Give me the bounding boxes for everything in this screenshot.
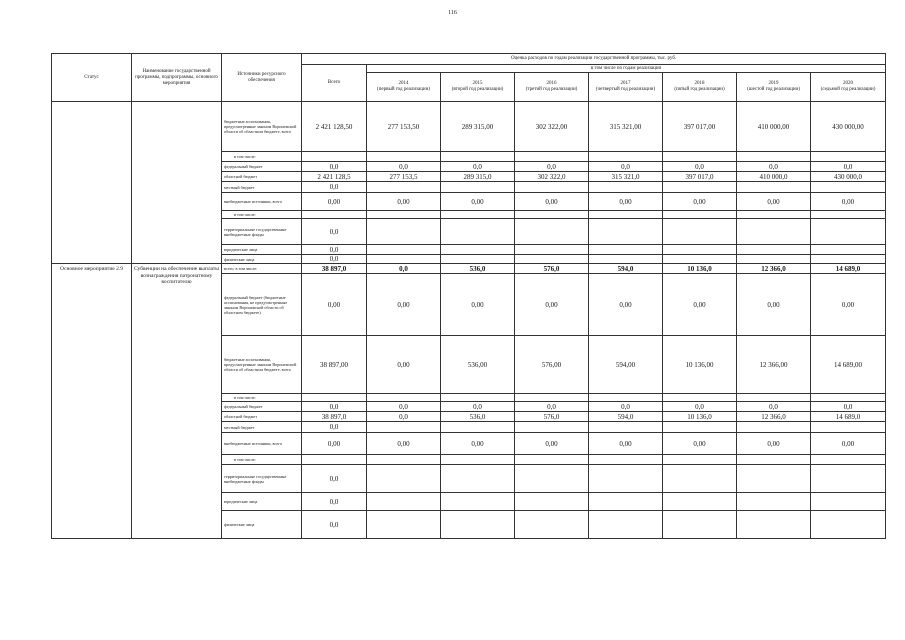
total-cell: 0,00 xyxy=(302,433,367,455)
year-value-cell: 410 000,00 xyxy=(737,102,811,152)
total-cell: 0,0 xyxy=(302,219,367,245)
year-value-cell xyxy=(737,152,811,162)
total-cell: 2 421 128,5 xyxy=(302,172,367,182)
year-value-cell xyxy=(367,211,441,219)
source-cell: федеральный бюджет xyxy=(222,162,302,172)
year-value-cell xyxy=(663,152,737,162)
table-row xyxy=(52,264,886,274)
year-value-cell: 0,0 xyxy=(367,412,441,422)
year-value-cell: 302 322,00 xyxy=(515,102,589,152)
year-value-cell xyxy=(515,455,589,465)
year-value-cell xyxy=(515,493,589,511)
year-value-cell xyxy=(367,219,441,245)
year-value-cell: 0,00 xyxy=(367,336,441,394)
year-value-cell xyxy=(737,493,811,511)
year-value-cell xyxy=(589,211,663,219)
year-value-cell xyxy=(811,182,886,193)
source-cell: физические лица xyxy=(222,255,302,264)
year-value-cell xyxy=(515,245,589,255)
year-value-cell: 277 153,5 xyxy=(367,172,441,182)
year-value-cell: 289 315,00 xyxy=(441,102,515,152)
source-cell: местный бюджет xyxy=(222,182,302,193)
header-year-label: (четвертый год реализации) xyxy=(595,87,656,92)
year-value-cell xyxy=(811,511,886,539)
header-name: Наименование государственной программы, подпрограммы, основного мероприятия xyxy=(132,54,222,102)
year-value-cell xyxy=(515,211,589,219)
year-value-cell: 0,0 xyxy=(515,402,589,412)
header-year-label: (пятый год реализации) xyxy=(674,87,725,92)
source-cell: федеральный бюджет (бюджетные ассигнования, не предусмотренные законом Воронежской области об областном бюджете) xyxy=(222,274,302,336)
year-value-cell: 0,0 xyxy=(737,402,811,412)
header-year xyxy=(811,73,886,102)
year-value-cell: 0,00 xyxy=(441,433,515,455)
header-year-number: 2017 xyxy=(620,81,631,86)
year-value-cell: 0,00 xyxy=(737,193,811,211)
total-cell: 0,0 xyxy=(302,255,367,264)
total-cell: 0,0 xyxy=(302,493,367,511)
year-value-cell xyxy=(737,245,811,255)
year-value-cell xyxy=(367,455,441,465)
year-value-cell xyxy=(367,182,441,193)
program-name-cell xyxy=(132,102,222,264)
year-value-cell xyxy=(737,455,811,465)
year-value-cell: 289 315,0 xyxy=(441,172,515,182)
header-year-number: 2016 xyxy=(546,81,557,86)
year-value-cell xyxy=(515,465,589,493)
year-value-cell: 10 136,0 xyxy=(663,264,737,274)
total-cell: 0,00 xyxy=(302,274,367,336)
year-value-cell: 0,00 xyxy=(589,193,663,211)
year-value-cell xyxy=(589,493,663,511)
year-value-cell xyxy=(589,182,663,193)
source-cell: в том числе: xyxy=(222,152,302,162)
year-value-cell: 0,0 xyxy=(515,162,589,172)
year-value-cell xyxy=(515,219,589,245)
page-number: 116 xyxy=(448,10,457,16)
year-value-cell xyxy=(441,245,515,255)
year-value-cell: 0,00 xyxy=(441,274,515,336)
year-value-cell xyxy=(737,394,811,402)
year-value-cell: 0,0 xyxy=(811,402,886,412)
year-value-cell xyxy=(367,152,441,162)
year-value-cell: 0,0 xyxy=(589,402,663,412)
header-year-number: 2018 xyxy=(694,81,705,86)
year-value-cell xyxy=(663,255,737,264)
header-year-number: 2014 xyxy=(398,81,409,86)
year-value-cell xyxy=(589,511,663,539)
year-value-cell xyxy=(367,511,441,539)
year-value-cell: 536,0 xyxy=(441,264,515,274)
year-value-cell: 277 153,50 xyxy=(367,102,441,152)
year-value-cell: 0,00 xyxy=(811,193,886,211)
source-cell: бюджетные ассигнования, предусмотренные законом Воронежской области об областном бюджете, всего xyxy=(222,336,302,394)
year-value-cell xyxy=(441,211,515,219)
year-value-cell xyxy=(441,511,515,539)
year-value-cell: 576,0 xyxy=(515,412,589,422)
header-year xyxy=(515,73,589,102)
year-value-cell: 594,00 xyxy=(589,336,663,394)
year-value-cell: 536,00 xyxy=(441,336,515,394)
total-cell: 0,00 xyxy=(302,193,367,211)
year-value-cell xyxy=(663,394,737,402)
year-value-cell: 430 000,00 xyxy=(811,102,886,152)
total-cell: 38 897,0 xyxy=(302,412,367,422)
year-value-cell: 0,0 xyxy=(737,162,811,172)
year-value-cell xyxy=(737,511,811,539)
year-value-cell: 410 000,0 xyxy=(737,172,811,182)
year-value-cell xyxy=(811,455,886,465)
year-value-cell xyxy=(663,211,737,219)
table-row xyxy=(52,102,886,152)
year-value-cell: 0,0 xyxy=(367,162,441,172)
year-value-cell xyxy=(589,422,663,433)
year-value-cell xyxy=(663,422,737,433)
total-cell: 2 421 128,50 xyxy=(302,102,367,152)
year-value-cell xyxy=(589,394,663,402)
year-value-cell: 594,0 xyxy=(589,412,663,422)
source-cell: местный бюджет xyxy=(222,422,302,433)
year-value-cell: 0,00 xyxy=(367,433,441,455)
header-year xyxy=(663,73,737,102)
year-value-cell xyxy=(663,465,737,493)
total-cell: 0,0 xyxy=(302,422,367,433)
year-value-cell xyxy=(367,465,441,493)
total-cell xyxy=(302,455,367,465)
header-total: Всего xyxy=(302,65,367,102)
year-value-cell: 0,00 xyxy=(515,193,589,211)
year-value-cell: 315 321,00 xyxy=(589,102,663,152)
year-value-cell xyxy=(515,511,589,539)
status-cell: Основное мероприятие 2.9 xyxy=(52,264,132,539)
source-cell: внебюджетные источники, всего xyxy=(222,433,302,455)
year-value-cell xyxy=(811,219,886,245)
year-value-cell xyxy=(663,455,737,465)
year-value-cell xyxy=(811,422,886,433)
year-value-cell: 10 136,00 xyxy=(663,336,737,394)
year-value-cell xyxy=(737,255,811,264)
source-cell: федеральный бюджет xyxy=(222,402,302,412)
year-value-cell: 397 017,00 xyxy=(663,102,737,152)
year-value-cell xyxy=(515,422,589,433)
year-value-cell: 0,0 xyxy=(441,402,515,412)
year-value-cell xyxy=(737,422,811,433)
header-year-label: (второй год реализации) xyxy=(451,87,504,92)
header-year xyxy=(367,73,441,102)
source-cell: юридические лица xyxy=(222,493,302,511)
year-value-cell xyxy=(589,455,663,465)
year-value-cell: 14 689,0 xyxy=(811,264,886,274)
year-value-cell: 0,00 xyxy=(367,193,441,211)
header-year xyxy=(737,73,811,102)
year-value-cell xyxy=(589,465,663,493)
source-cell: областной бюджет xyxy=(222,412,302,422)
program-name-cell: Субвенции на обеспечение выплаты вознаграждения патронатному воспитателю xyxy=(132,264,222,539)
year-value-cell xyxy=(367,245,441,255)
total-cell: 0,0 xyxy=(302,182,367,193)
year-value-cell xyxy=(441,493,515,511)
year-value-cell: 536,0 xyxy=(441,412,515,422)
year-value-cell: 576,0 xyxy=(515,264,589,274)
year-value-cell: 0,0 xyxy=(663,162,737,172)
year-value-cell xyxy=(589,152,663,162)
year-value-cell: 0,0 xyxy=(367,402,441,412)
year-value-cell xyxy=(663,219,737,245)
year-value-cell: 0,00 xyxy=(737,433,811,455)
year-value-cell: 315 321,0 xyxy=(589,172,663,182)
year-value-cell: 0,00 xyxy=(663,274,737,336)
header-year-label: (третий год реализации) xyxy=(525,87,578,92)
source-cell: бюджетные ассигнования, предусмотренные законом Воронежской области об областном бюджете, всего xyxy=(222,102,302,152)
source-cell: в том числе: xyxy=(222,455,302,465)
source-cell: в том числе: xyxy=(222,394,302,402)
header-year-number: 2019 xyxy=(768,81,779,86)
header-year xyxy=(589,73,663,102)
year-value-cell xyxy=(811,245,886,255)
total-cell xyxy=(302,394,367,402)
year-value-cell xyxy=(515,152,589,162)
year-value-cell xyxy=(589,255,663,264)
source-cell: внебюджетные источники, всего xyxy=(222,193,302,211)
year-value-cell xyxy=(441,394,515,402)
year-value-cell xyxy=(441,465,515,493)
year-value-cell: 302 322,0 xyxy=(515,172,589,182)
year-value-cell: 0,00 xyxy=(441,193,515,211)
year-value-cell xyxy=(441,455,515,465)
year-value-cell xyxy=(441,255,515,264)
total-cell: 0,0 xyxy=(302,465,367,493)
year-value-cell xyxy=(811,152,886,162)
source-cell: территориальные государственные внебюджетные фонды xyxy=(222,219,302,245)
total-cell: 0,0 xyxy=(302,245,367,255)
total-cell: 38 897,00 xyxy=(302,336,367,394)
year-value-cell xyxy=(663,493,737,511)
year-value-cell xyxy=(737,211,811,219)
year-value-cell: 430 000,0 xyxy=(811,172,886,182)
year-value-cell xyxy=(441,422,515,433)
year-value-cell xyxy=(811,493,886,511)
year-value-cell: 576,00 xyxy=(515,336,589,394)
year-value-cell: 10 136,0 xyxy=(663,412,737,422)
source-cell: областной бюджет xyxy=(222,172,302,182)
year-value-cell xyxy=(811,394,886,402)
year-value-cell: 0,00 xyxy=(367,274,441,336)
year-value-cell: 0,0 xyxy=(589,162,663,172)
year-value-cell xyxy=(589,245,663,255)
year-value-cell xyxy=(367,493,441,511)
year-value-cell: 0,0 xyxy=(367,264,441,274)
budget-table xyxy=(51,53,886,539)
header-sources: Источники ресурсного обеспечения xyxy=(222,54,302,102)
year-value-cell xyxy=(589,219,663,245)
year-value-cell xyxy=(441,152,515,162)
year-value-cell xyxy=(811,211,886,219)
year-value-cell xyxy=(441,182,515,193)
total-cell: 0,0 xyxy=(302,511,367,539)
year-value-cell: 0,0 xyxy=(441,162,515,172)
year-value-cell xyxy=(811,465,886,493)
year-value-cell: 0,00 xyxy=(663,193,737,211)
total-cell: 38 897,0 xyxy=(302,264,367,274)
year-value-cell xyxy=(737,465,811,493)
year-value-cell xyxy=(737,219,811,245)
year-value-cell: 14 689,00 xyxy=(811,336,886,394)
total-cell xyxy=(302,152,367,162)
year-value-cell: 0,00 xyxy=(515,433,589,455)
year-value-cell xyxy=(663,245,737,255)
header-year-label: (первый год реализации) xyxy=(377,87,430,92)
year-value-cell: 0,0 xyxy=(811,162,886,172)
year-value-cell: 397 017,0 xyxy=(663,172,737,182)
year-value-cell: 12 366,0 xyxy=(737,264,811,274)
year-value-cell xyxy=(441,219,515,245)
source-cell: физические лица xyxy=(222,511,302,539)
year-value-cell: 0,00 xyxy=(589,274,663,336)
year-value-cell: 594,0 xyxy=(589,264,663,274)
source-cell: юридические лица xyxy=(222,245,302,255)
year-value-cell: 0,00 xyxy=(737,274,811,336)
header-incl: в том числе по годам реализации xyxy=(367,65,886,73)
year-value-cell xyxy=(367,422,441,433)
year-value-cell: 0,00 xyxy=(811,274,886,336)
year-value-cell: 0,00 xyxy=(589,433,663,455)
year-value-cell: 0,0 xyxy=(663,402,737,412)
header-year-label: (седьмой год реализации) xyxy=(820,87,876,92)
total-cell xyxy=(302,211,367,219)
year-value-cell: 12 366,0 xyxy=(737,412,811,422)
total-cell: 0,0 xyxy=(302,162,367,172)
year-value-cell xyxy=(367,394,441,402)
year-value-cell: 0,00 xyxy=(515,274,589,336)
header-year xyxy=(441,73,515,102)
header-estimate: Оценка расходов по годам реализации государственной программы, тыс. руб. xyxy=(302,54,886,65)
year-value-cell xyxy=(663,182,737,193)
header-year-label: (шестой год реализации) xyxy=(747,87,800,92)
source-cell: территориальные государственные внебюджетные фонды xyxy=(222,465,302,493)
year-value-cell xyxy=(811,255,886,264)
total-cell: 0,0 xyxy=(302,402,367,412)
year-value-cell xyxy=(737,182,811,193)
header-year-number: 2020 xyxy=(843,81,854,86)
year-value-cell xyxy=(663,511,737,539)
year-value-cell: 14 689,0 xyxy=(811,412,886,422)
year-value-cell: 12 366,00 xyxy=(737,336,811,394)
year-value-cell xyxy=(515,394,589,402)
year-value-cell xyxy=(515,255,589,264)
year-value-cell xyxy=(367,255,441,264)
header-year-number: 2015 xyxy=(472,81,483,86)
status-cell xyxy=(52,102,132,264)
year-value-cell: 0,00 xyxy=(663,433,737,455)
header-status: Статус xyxy=(52,54,132,102)
year-value-cell xyxy=(515,182,589,193)
year-value-cell: 0,00 xyxy=(811,433,886,455)
source-cell: в том числе: xyxy=(222,211,302,219)
source-cell: всего, в том числе: xyxy=(222,264,302,274)
